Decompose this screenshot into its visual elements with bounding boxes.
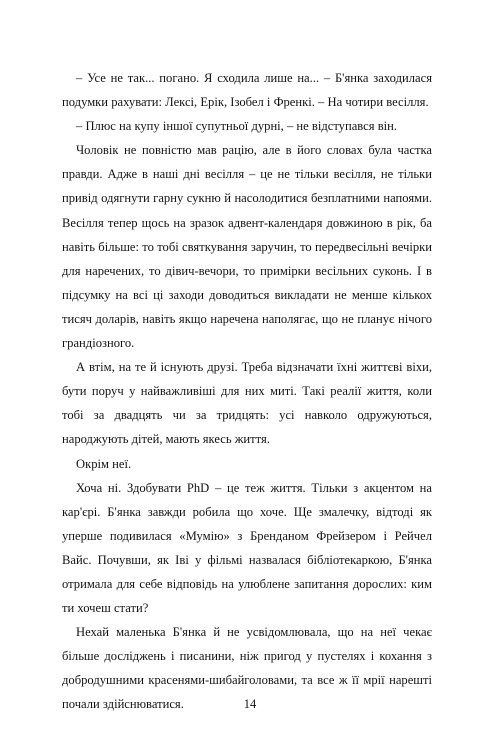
paragraph-4: А втім, на те й існують друзі. Треба відзначати їхні життєві віхи, бути поруч у найважливіші для них миті. Такі реалії життя, коли тобі за двадцять чи за тридцять: усі навколо одружуються, народжують дітей, мають якесь життя.: [62, 360, 432, 447]
paragraph-6: Хоча ні. Здобувати PhD – це теж життя. Тільки з акцентом на кар'єрі. Б'янка завжди робила що хоче. Ще змалечку, відтоді як уперше подивилася «Мумію» з Бренданом Фрейзером і Рейчел Вайс. Почувши, як Іві у фільмі назвалася бібліотекаркою, Б'янка отримала для себе відповідь на улюблене запитання дорослих: ким ти хочеш стати?: [62, 480, 432, 616]
page-number: 14: [243, 697, 257, 711]
paragraph-3: Чоловік не повністю мав рацію, але в його словах була частка правди. Адже в наші дні весілля – це не тільки весілля, не тільки привід одягнути гарну сукню й насолодитися безплатними напоями. Весілля тепер щось на зразок адвент-календаря довжиною в рік, ба навіть більше: то тобі святкування заручин, то передвесільні вечірки для наречених, то дівич-вечори, то примірки весільних суконь. І в підсумку на всі ці заходи доводиться викладати не менше кількох тисяч доларів, навіть якщо наречена наполягає, що не планує нічого грандіозного.: [62, 143, 432, 351]
page-text: [62, 66, 432, 717]
paragraph-1: – Усе не так... погано. Я сходила лише на... – Б'янка заходилася подумки рахувати: Лексі, Ерік, Ізобел і Френкі. – На чотири весілля.: [62, 71, 432, 110]
paragraph-5: Окрім неї.: [76, 456, 132, 471]
paragraph-2: – Плюс на купу іншої супутньої дурні, – не відступався він.: [76, 119, 398, 134]
paragraph-7: Нехай маленька Б'янка й не усвідомлювала, що на неї чекає більше досліджень і писанини, ніж пригод у пустелях і кохання з добродушними красенями-шибайголовами, та все ж її мрії нарешті почали здійснюватися.: [62, 625, 432, 712]
